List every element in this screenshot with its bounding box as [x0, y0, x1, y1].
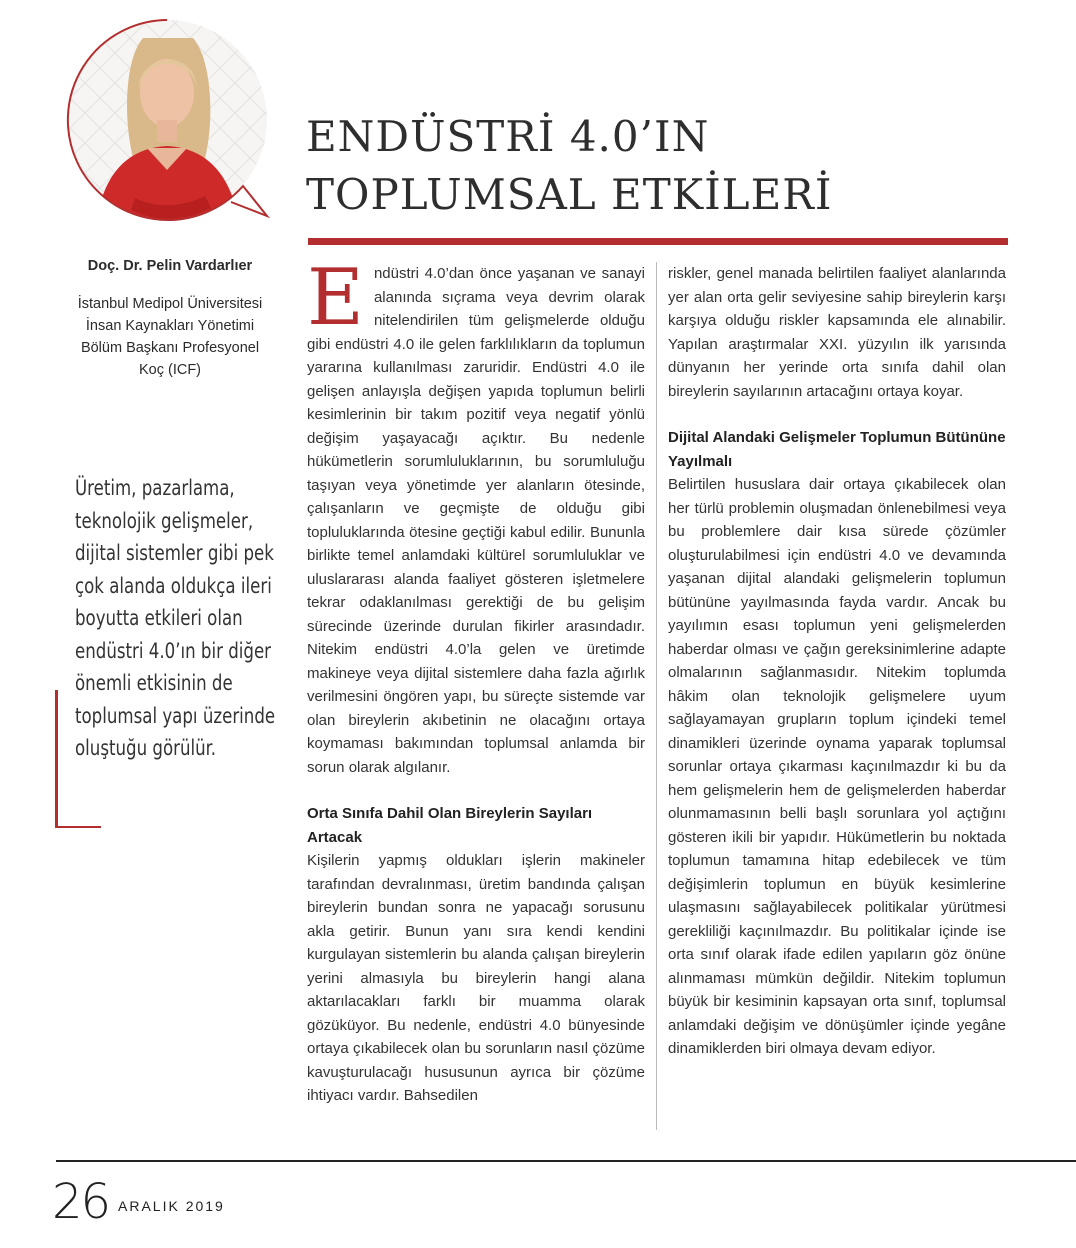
section-1-heading: Orta Sınıfa Dahil Olan Bireylerin Sayıları Artacak — [307, 805, 593, 846]
pull-quote-text: Üretim, pazarlama, teknolojik gelişmeler, dijital sistemler gibi pek çok alanda oldukça ileri boyutta etkileri olan endüstri 4.0’ın bir diğer önemli etkisinin de toplumsal yapı üzerinde oluştuğu görülür. — [75, 476, 276, 760]
article-column-2 — [668, 262, 1006, 1061]
author-block — [55, 255, 285, 381]
footer-rule — [56, 1160, 1076, 1162]
author-affiliation-line: Bölüm Başkanı Profesyonel — [80, 340, 260, 356]
title-line-2: TOPLUMSAL ETKİLERİ — [306, 170, 833, 219]
issue-date: ARALIK 2019 — [118, 1198, 225, 1214]
title-line-1: ENDÜSTRİ 4.0’IN — [306, 112, 710, 161]
pull-quote — [55, 470, 287, 828]
section-1-continued: riskler, genel manada belirtilen faaliyet alanlarında yer alan orta gelir seviyesine sahip bireylerin karşı karşıya olduğu riskler kapsamında ele alınabilir. Yapılan araştırmalar XXI. yüzyılın ilk yarısında dünyanın her yerinde orta sınıfa dahil olan bireylerin sayılarının artacağını ortaya koyar. — [668, 265, 1006, 400]
article-column-1 — [307, 253, 645, 1108]
author-affiliation-line: İstanbul Medipol Üniversitesi — [77, 296, 263, 312]
pull-quote-bar — [55, 690, 58, 828]
author-portrait — [55, 8, 283, 236]
article-intro — [307, 253, 645, 779]
column-divider — [656, 262, 657, 1130]
title-rule — [308, 238, 1008, 245]
article-title — [306, 108, 1006, 224]
author-affiliation-line: İnsan Kaynakları Yönetimi — [85, 318, 255, 334]
section-1-body: Kişilerin yapmış oldukları işlerin makineler tarafından devralınması, üretim bandında çalışan bireylerin bundan sonra ne yapacağı sorusunu akla getirir. Bunun yanı sıra kendi kendini kurgulayan sistemlerin bu alanda çalışan bireylerin yerini almasıyla bu bireylerin hangi alana aktarılacakları farklı bir muamma olarak gözüküyor. Bu nedenle, endüstri 4.0 bünyesinde ortaya çıkabilecek olan bu sorunların nasıl çözüme kavuşturulacağı hususunun ayrıca bir çözüme ihtiyacı vardır. Bahsedilen — [307, 852, 645, 1104]
drop-cap: E — [307, 253, 364, 343]
pull-quote-underline — [55, 826, 101, 828]
article-intro-text: ndüstri 4.0’dan önce yaşanan ve sanayi alanında sıçrama veya devrim olarak nitelendirilen tüm gelişmelerde olduğu gibi endüstri 4.0 ile gelen farklılıkların da toplumun yararına kullanılması zaruridir. Endüstri 4.0 ile gelişen anlayışla değişen yapıda toplumun belirli kesimlerinin bir takım pozitif veya negatif yönlü değişim yaşayacağı açıktır. Bu nedenle hükümetlerin sorumluluklarının, bu sorumluluğu taşıyan veya yönetimde yer alanların ötesinde, çalışanların ve geçmişte de olduğu gibi topluluklarında ötesine geçtiği kabul edilir. Bununla birlikte temel anlamdaki kültürel sorumluluklar ve uluslararası alanda faaliyet gösteren işletmelere tekrar odaklanılması gerektiği de bu gelişim sürecinde üzerinde durulan fikirler arasındadır. Nitekim endüstri 4.0’la gelen ve üretimde makineye veya dijital sistemlere daha fazla ağırlık verilmesini öngören yapı, bu süreçte sistemde var olan bireylerin akıbetinin ne olacağını ortaya koymaması bakımından toplumsal anlamda bir sorun olarak algılanır. — [307, 265, 645, 776]
section-2-body: Belirtilen hususlara dair ortaya çıkabilecek olan her türlü problemin oluşmadan önlenebilmesi veya bu problemlere dair kısa sürede çözümler oluşturulabilmesi için endüstri 4.0 ve devamında yaşanan dijital alandaki gelişmelerin toplumun bütününe yayılmasında fayda vardır. Ancak bu yayılımın esası toplumun yeni gelişmelerden haberdar olması ve çağın gereksinimlerine adapte olmalarının sağlanmasıdır. Nitekim toplumda hâkim olan teknolojik gelişmelere uyum sağlayamayan grupların toplum içindeki temel dinamikleri üzerinde oynama yaparak toplumsal sorunlar ortaya çıkarması kaçınılmazdır ki bu da hem gelişmelerin hem de gelişmelerden haberdar olunmamasının belli başlı sorunlara yol açtığını gösteren ikili bir yapıdır. Hükümetlerin bu noktada toplumun tamamına hitap edebilecek ve tüm değişimlerin toplumun en büyük kesimlerine ulaşmasını sağlayabilecek politikalar yürütmesi gerekliliği kaçınılmazdır. Bu politikalar içinde ise orta sınıf olarak ifade edilen yapıların göz önüne alınmaması mümkün değildir. Nitekim toplumun büyük bir kesiminin kapsayan orta sınıf, toplumsal anlamdaki değişim ve dönüşümler içinde yegâne dinamiklerden biri olmaya devam ediyor. — [668, 476, 1006, 1057]
author-affiliation-line: Koç (ICF) — [138, 362, 202, 378]
page-number: 26 — [52, 1174, 110, 1230]
author-name: Doç. Dr. Pelin Vardarlıer — [87, 258, 253, 274]
section-2-heading: Dijital Alandaki Gelişmeler Toplumun Bütününe Yayılmalı — [668, 429, 1006, 470]
